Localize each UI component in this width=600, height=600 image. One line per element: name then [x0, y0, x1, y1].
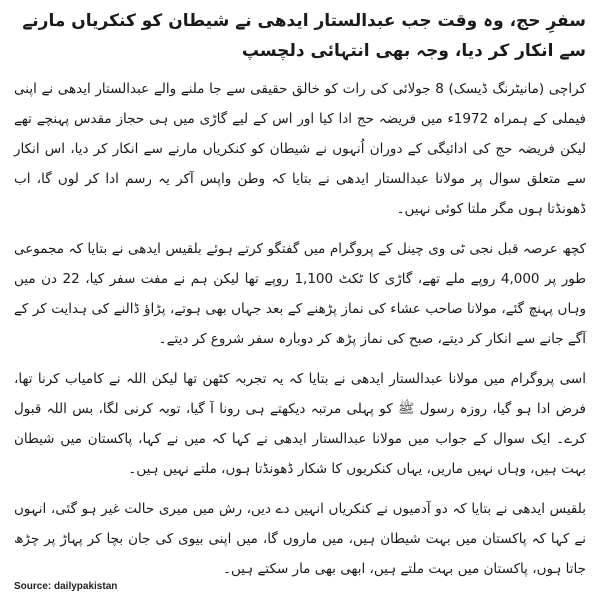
source-credit: Source: dailypakistan: [14, 581, 118, 592]
article-title: سفرِ حج، وہ وقت جب عبدالستار ایدھی نے شیطان کو کنکریاں مارنے سے انکار کر دیا، وجہ بھی انتہائی دلچسپ: [22, 11, 586, 61]
article-paragraph-2: کچھ عرصہ قبل نجی ٹی وی چینل کے پروگرام میں گفتگو کرتے ہوئے بلقیس ایدھی نے بتایا کہ مجموعی طور پر 4,000 روپے ملے تھے، گاڑی کا ٹکٹ 1,100 روپے تھا لیکن ہم نے مفت سفر کیا، 22 دن میں وہاں پہنچ گئے، مولانا صاحب عشاء کی نماز پڑھنے کے بعد جہاں بھی ہوتے، پڑاؤ ڈالنے کی ہدایت کر کے آگے جانے سے انکار کر دیتے، صبح کی نماز پڑھ کر دوبارہ سفر شروع کر دیتے۔: [14, 241, 586, 347]
article-paragraph-4: بلقیس ایدھی نے بتایا کہ دو آدمیوں نے کنکریاں انہیں دے دیں، رش میں میری حالت غیر ہو گئی، انہوں نے کہا کہ پاکستان میں بہت شیطان ہیں، میں ماروں گا، میں اپنی بیوی کی جان بچا کر پہاڑ پر چڑھ جاتا ہوں، پاکستان میں بہت ملتے ہیں، ابھی بھی مار سکتے ہیں۔: [14, 501, 586, 577]
article-paragraph-3: اسی پروگرام میں مولانا عبدالستار ایدھی نے بتایا کہ یہ تجربہ کٹھن تھا لیکن اللہ نے کامیاب کرنا تھا، فرض ادا ہو گیا، روزہ رسول ﷺ کو پہلی مرتبہ دیکھتے ہی رونا آ گیا، توبہ کرنی لگا، بس اللہ قبول کرے۔ ایک سوال کے جواب میں مولانا عبدالستار ایدھی نے کہا کہ میں نے کہا، پاکستان میں شیطان بہت ہیں، وہاں نہیں ماریں، یہاں کنکریوں کا شکار ڈھونڈتا ہوں، ملتے نہیں ہیں۔: [14, 371, 586, 477]
article-paragraph-1: کراچی (مانیٹرنگ ڈیسک) 8 جولائی کی رات کو خالق حقیقی سے جا ملنے والے عبدالستار ایدھی نے اپنی فیملی کے ہمراہ 1972ء میں فریضہ حج ادا کیا اور اس کے لیے گاڑی میں ہی حجاز مقدس پہنچے تھے لیکن فریضہ حج کی ادائیگی کے دوران اُنہوں نے شیطان کو کنکریاں مارنے سے انکار کر دیا، اس انکار سے متعلق سوال پر مولانا عبدالستار ایدھی نے بتایا کہ وطن واپس آکر یہ رسم ادا کر لوں گا، اب ڈھونڈتا ہوں مگر ملتا کوئی نہیں۔: [14, 81, 586, 217]
